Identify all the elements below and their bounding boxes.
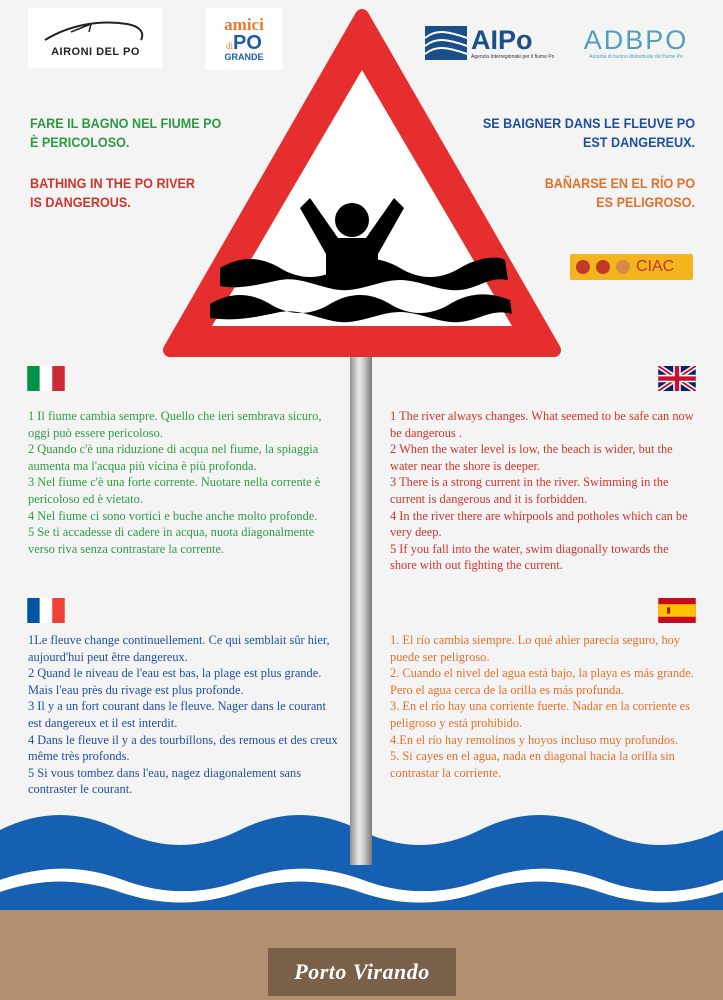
adbpo-subtitle: Autorità di bacino distrettuale del fiume Po [589, 54, 683, 60]
rule-item: 1 The river always changes. What seemed to be safe can now be dangerous . [390, 409, 694, 440]
french-flag-icon [27, 598, 65, 623]
watermark: Porto Virando [268, 948, 456, 996]
rule-item: 4 Nel fiume ci sono vortici e buche anche molto profonde. [28, 508, 318, 523]
italian-rules [28, 408, 340, 557]
ciac-emblem-icon [616, 260, 630, 274]
ciac-logo [570, 254, 693, 280]
rule-item: 1Le fleuve change continuellement. Ce qui semblait sûr hier, aujourd'hui peut être dangereux. [28, 633, 330, 664]
amici-di-text: di [226, 41, 234, 51]
aipo-subtitle: Agenzia Interregionale per il fiume Po [471, 54, 555, 60]
aipo-waves-icon [425, 26, 467, 60]
heron-icon [41, 18, 151, 46]
italian-flag-icon [27, 366, 65, 391]
rule-item: 4.En el río hay remolinos y hoyos incluso muy profundos. [390, 732, 679, 747]
rule-item: 2 Quando c'è una riduzione di acqua nel fiume, la spiaggia aumenta ma l'acqua più vicina è più profonda. [28, 442, 319, 473]
headline-italian: FARE IL BAGNO NEL FIUME PO È PERICOLOSO. [30, 115, 222, 150]
ciac-emblem-icon [576, 260, 590, 274]
aipo-text: AIPo [471, 25, 533, 55]
rule-item: 4 Dans le fleuve il y a des tourbillons, des remous et des creux même très profonds. [28, 732, 338, 764]
headline-english: BATHING IN THE PO RIVER IS DANGEROUS. [30, 175, 195, 210]
rule-item: 3 Nel fiume c'è una forte corrente. Nuotare nella corrente è pericoloso ed è vietato. [28, 475, 321, 506]
ciac-text: CIAC [636, 258, 675, 275]
aipo-logo [425, 20, 557, 66]
french-rules [28, 632, 340, 798]
aironi-text: AIRONI DEL PO [51, 46, 140, 58]
rule-item: 4 In the river there are whirpools and potholes which can be very deep. [390, 508, 688, 540]
headline-french: SE BAIGNER DANS LE FLEUVE PO EST DANGEREUX. [482, 115, 695, 150]
english-rules [390, 408, 695, 574]
rule-item: 1. El río cambia siempre. Lo qué ahier parecía seguro, hoy puede ser peligroso. [390, 633, 681, 664]
rule-item: 5. Si cayes en el agua, nada en diagonal hacia la orilla sin contrastar la corriente. [390, 749, 675, 780]
rule-item: 3 Il y a un fort courant dans le fleuve. Nager dans le courant est dangereux et il est interdit. [28, 699, 326, 730]
sign-pole [350, 355, 372, 865]
rule-item: 5 Se ti accadesse di cadere in acqua, nuota diagonalmente verso riva senza contrastare la corrente. [28, 525, 315, 556]
rule-item: 3. En el río hay una corriente fuerte. Nadar en la corriente es peligroso y está prohibido. [390, 699, 690, 730]
aironi-logo [28, 8, 163, 68]
spanish-flag-icon [658, 598, 696, 623]
amici-del-po-logo [205, 8, 283, 70]
rule-item: 1 Il fiume cambia sempre. Quello che ieri sembrava sicuro, oggi può essere pericoloso. [28, 409, 322, 440]
rule-item: 2 When the water level is low, the beach is wider, but the water near the shore is deeper. [390, 442, 673, 473]
adbpo-logo [572, 20, 700, 66]
rule-item: 5 If you fall into the water, swim diagonally towards the shore with out fighting the current. [390, 541, 669, 573]
amici-text: amici [224, 15, 264, 34]
rule-item: 2. Cuando el nivel del agua está bajo, la playa es más grande. Pero el agua cerca de la orilla es más profunda. [390, 666, 694, 697]
spanish-rules [390, 632, 695, 781]
headline-spanish: BAÑARSE EN EL RÍO PO ES PELIGROSO. [544, 175, 695, 210]
uk-flag-icon [658, 366, 696, 391]
amici-grande-text: GRANDE [224, 52, 264, 62]
adbpo-text: ADBPO [583, 25, 689, 55]
rule-item: 3 There is a strong current in the river. Swimming in the current is dangerous and it is forbidden. [390, 475, 669, 506]
ciac-emblem-icon [596, 260, 610, 274]
rule-item: 5 Si vous tombez dans l'eau, nagez diagonalement sans contraster le courant. [28, 765, 302, 797]
rule-item: 2 Quand le niveau de l'eau est bas, la plage est plus grande. Mais l'eau près du rivage est plus profonde. [28, 666, 322, 697]
amici-po-text: PO [233, 32, 262, 54]
